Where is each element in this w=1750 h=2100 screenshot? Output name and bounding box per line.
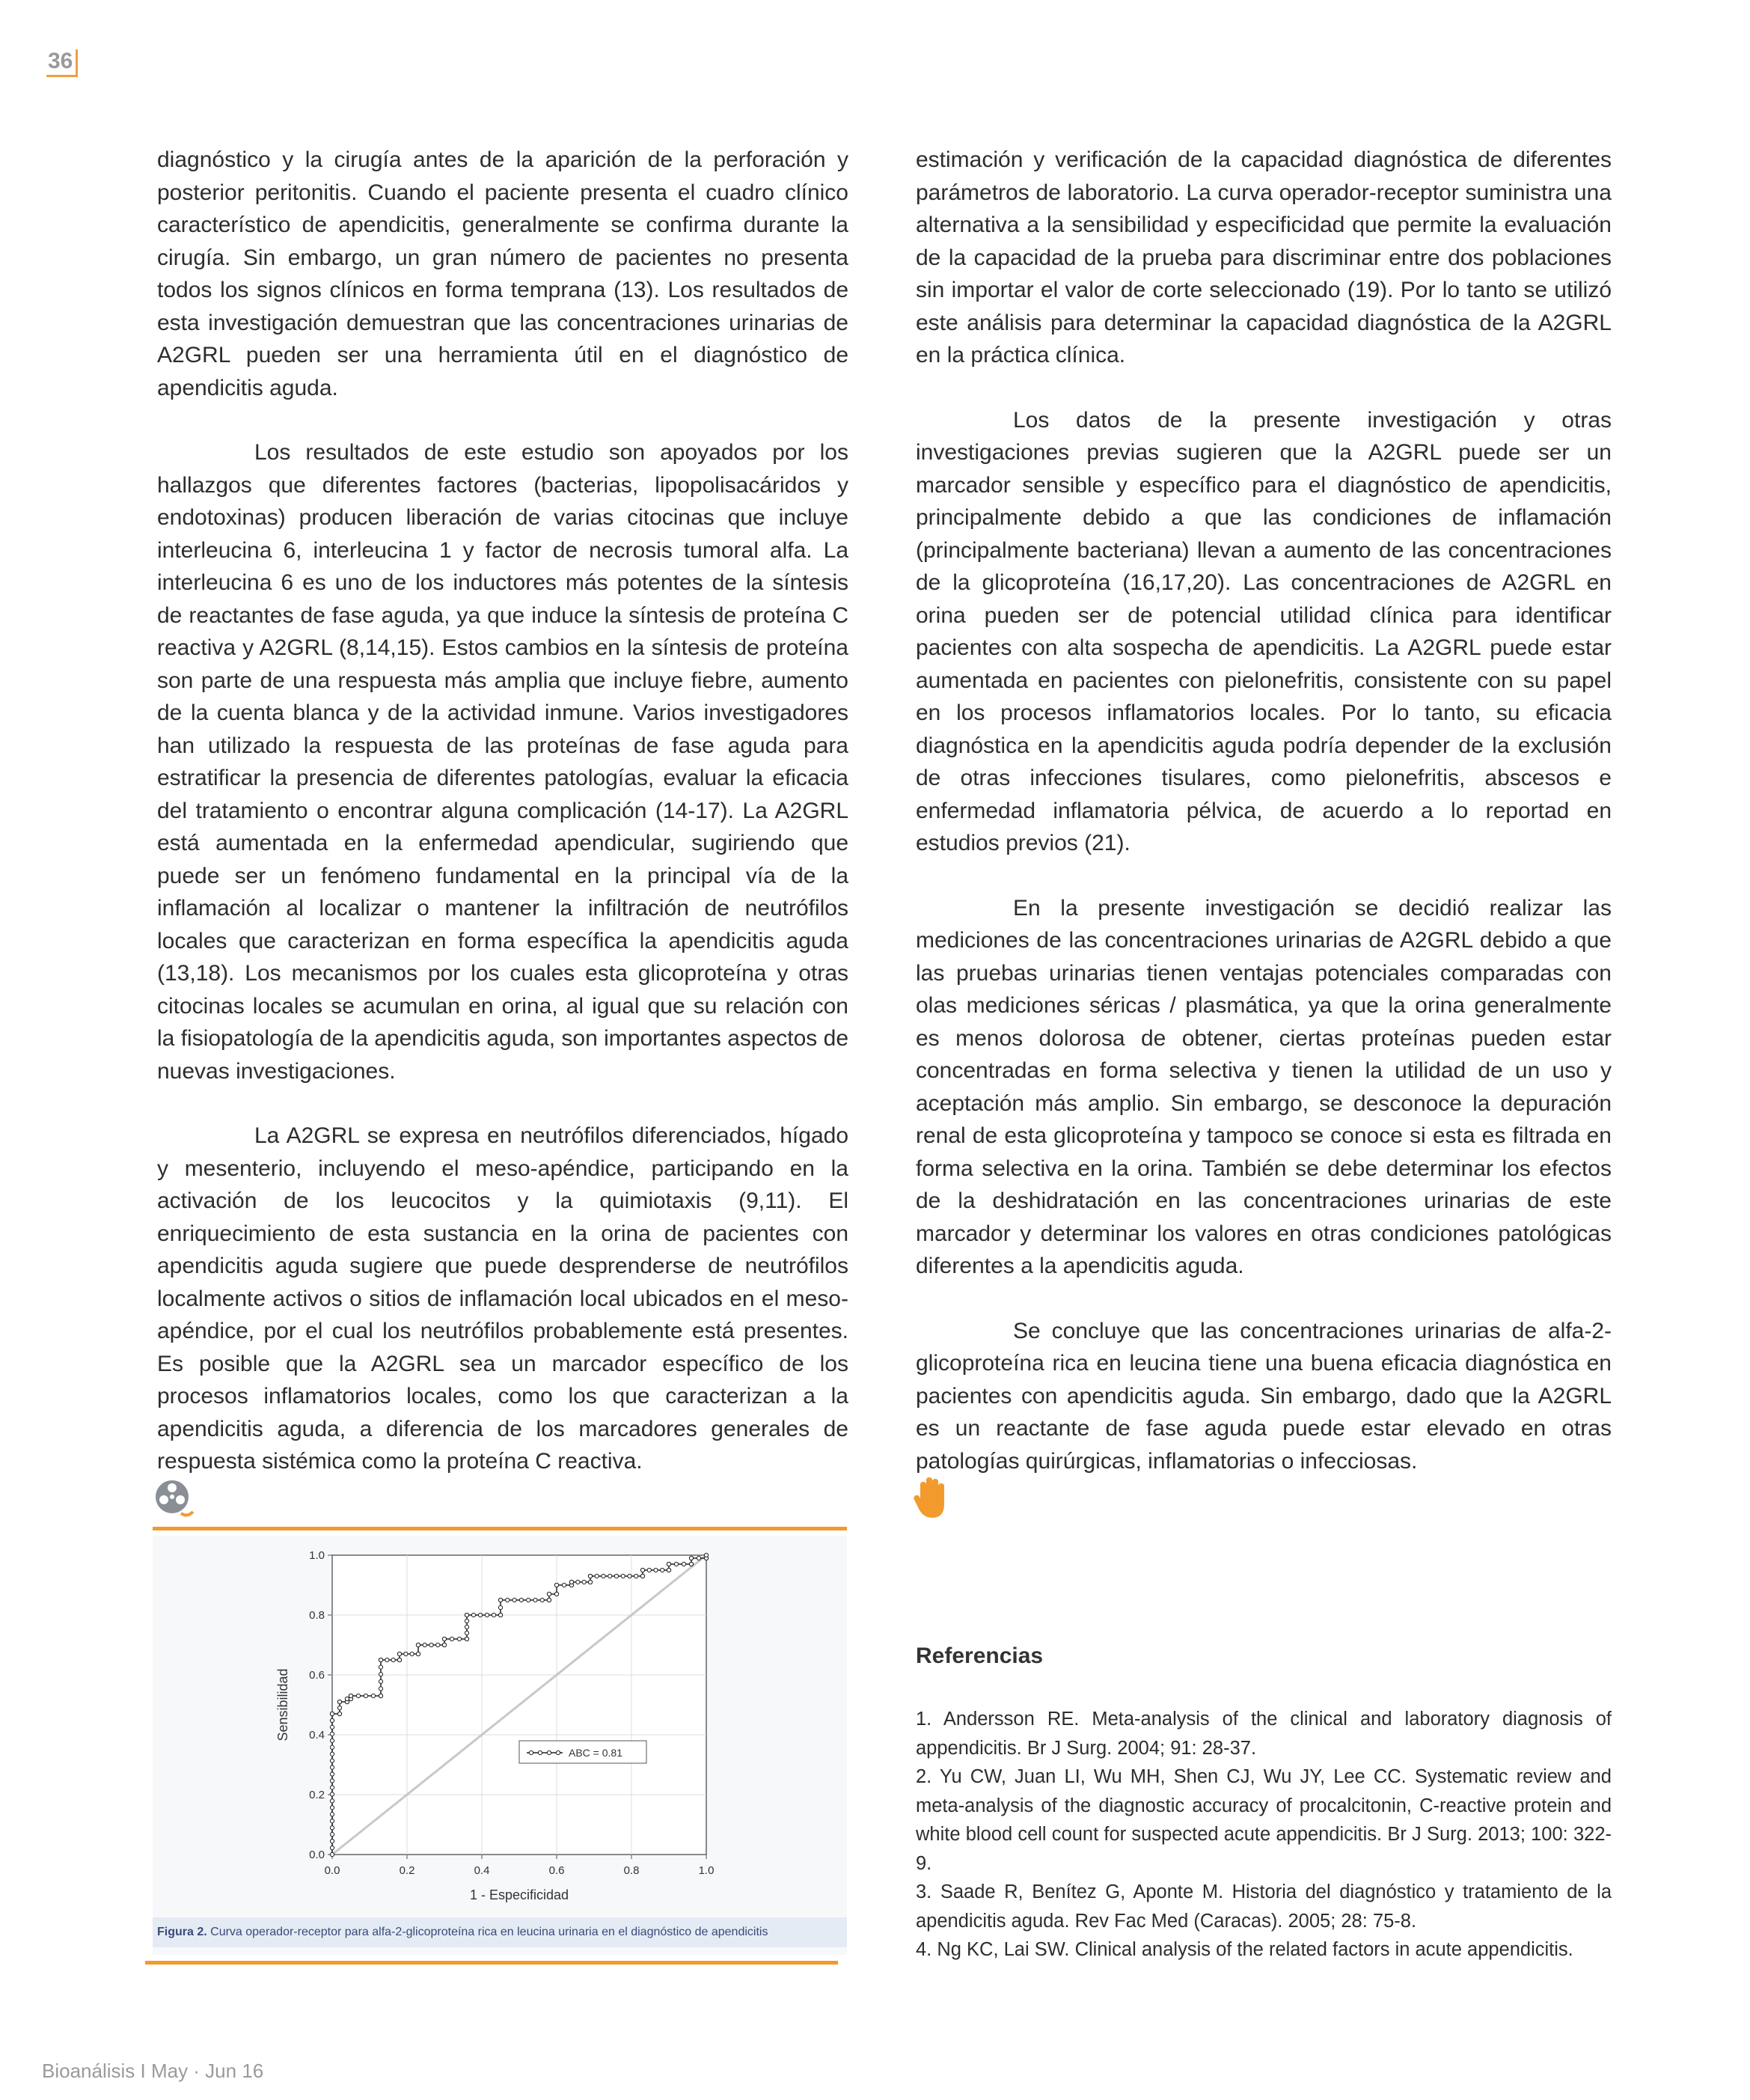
roc-point xyxy=(465,1619,468,1623)
legend-label: ABC = 0.81 xyxy=(569,1747,622,1759)
paragraph: Los resultados de este estudio son apoyados por los hallazgos que diferentes factores (bacterias, lipopolisacáridos y endotoxinas) producen liberación de varias citocinas que incluye interleucina 6, interleucina 1 y factor de necrosis tumoral alfa. La interleucina 6 es uno de los inductores más potentes de la síntesis de reactantes de fase aguda, ya que induce la síntesis de proteína C reactiva y A2GRL (8,14,15). Estos cambios en la síntesis de proteína son parte de una respuesta más amplia que incluye fiebre, aumento de la cuenta blanca y de la actividad inmune. Varios investigadores han utilizado la respuesta de las proteínas de fase aguda para estratificar la presencia de diferentes patologías, evaluar la eficacia del tratamiento o encontrar alguna complicación (14-17). La A2GRL está aumentada en la enfermedad apendicular, sugiriendo que puede ser un fenómeno fundamental en la principal vía de la inflamación al localizar o mantener la infiltración de neutrófilos locales que caracterizan en forma específica la apendicitis aguda (13,18). Los mecanismos por los cuales esta glicoproteína y otras citocinas locales se acumulan en orina, al igual que su relación con la fisiopatología de la apendicitis aguda, son importantes aspectos de nuevas investigaciones. xyxy=(157,440,848,1084)
roc-point xyxy=(379,1679,382,1683)
y-tick-label: 0.0 xyxy=(309,1849,325,1861)
roc-point xyxy=(337,1712,341,1715)
roc-point xyxy=(654,1568,658,1572)
roc-point xyxy=(397,1652,401,1655)
roc-point xyxy=(379,1694,382,1697)
roc-point xyxy=(704,1553,708,1557)
roc-point xyxy=(640,1568,644,1572)
roc-point xyxy=(330,1786,334,1789)
roc-point xyxy=(634,1574,638,1578)
y-tick-label: 0.4 xyxy=(309,1729,325,1742)
roc-point xyxy=(379,1665,382,1669)
y-axis-label: Sensibilidad xyxy=(275,1668,290,1742)
roc-point xyxy=(547,1598,551,1602)
x-tick-label: 0.8 xyxy=(623,1864,640,1877)
roc-point xyxy=(337,1700,341,1703)
roc-point xyxy=(465,1613,468,1617)
right-column xyxy=(916,144,1612,1510)
roc-point xyxy=(465,1637,468,1640)
roc-point xyxy=(602,1574,605,1578)
x-tick-label: 0.0 xyxy=(324,1864,340,1877)
roc-point xyxy=(410,1652,414,1655)
legend-marker xyxy=(556,1750,560,1754)
roc-point xyxy=(478,1613,482,1617)
roc-point xyxy=(330,1745,334,1749)
section-rule xyxy=(145,1961,838,1965)
roc-point xyxy=(385,1658,389,1661)
roc-chart xyxy=(153,1536,847,1917)
roc-point xyxy=(527,1598,530,1602)
paragraph: diagnóstico y la cirugía antes de la aparición de la perforación y posterior peritonitis. Cuando el paciente presenta el cuadro clínico característico de apendicitis, generalmente se confirma durante la cirugía. Sin embargo, un gran número de pacientes no presenta todos los signos clínicos en forma temprana (13). Los resultados de esta investigación demuestran que las concentraciones urinarias de A2GRL pueden ser una herramienta útil en el diagnóstico de apendicitis aguda. xyxy=(157,147,848,400)
reference-item: 1. Andersson RE. Meta-analysis of the clinical and laboratory diagnosis of appendicitis. Br J Surg. 2004; 91: 28-37. xyxy=(916,1709,1612,1759)
references-title: Referencias xyxy=(916,1643,1044,1668)
roc-point xyxy=(330,1813,334,1816)
y-tick-label: 0.6 xyxy=(309,1669,325,1682)
caption-label: Figura 2. xyxy=(157,1926,207,1938)
roc-point xyxy=(330,1765,334,1769)
roc-point xyxy=(682,1562,685,1566)
roc-point xyxy=(442,1637,446,1640)
roc-point xyxy=(588,1574,592,1578)
section-rule xyxy=(153,1527,847,1530)
roc-point xyxy=(569,1580,573,1584)
references xyxy=(916,1643,1612,1965)
roc-point xyxy=(595,1574,599,1578)
roc-point xyxy=(330,1779,334,1783)
roc-point xyxy=(689,1556,693,1560)
references-list xyxy=(916,1705,1612,1965)
roc-point xyxy=(621,1574,625,1578)
roc-point xyxy=(667,1568,670,1572)
page-footer: Bioanálisis I May · Jun 16 xyxy=(42,2060,264,2082)
roc-point xyxy=(330,1772,334,1776)
roc-point xyxy=(608,1574,612,1578)
x-tick-label: 1.0 xyxy=(698,1864,715,1877)
paragraph: En la presente investigación se decidió realizar las mediciones de las concentraciones urinarias de A2GRL debido a que las pruebas urinarias tienen ventajas potenciales comparadas con olas mediciones séricas / plasmática, ya que la orina generalmente es menos dolorosa de obtener, ciertas proteínas pueden estar concentradas en forma selectiva y tienen la utilidad de un uso y aceptación más amplio. Sin embargo, se desconoce la depuración renal de esta glicoproteína y tampoco se conoce si esta es filtrada en forma selectiva en la orina. También se debe determinar los efectos de la deshidratación en las concentraciones urinarias de este marcador y determinar los valores en otras condiciones patológicas diferentes a la apendicitis aguda. xyxy=(916,895,1612,1278)
roc-point xyxy=(628,1574,631,1578)
roc-point xyxy=(533,1598,537,1602)
roc-point xyxy=(554,1592,558,1596)
legend-marker xyxy=(538,1750,542,1754)
roc-point xyxy=(429,1643,433,1646)
x-tick-label: 0.6 xyxy=(548,1864,565,1877)
reference-item: 4. Ng KC, Lai SW. Clinical analysis of the related factors in acute appendicitis. xyxy=(916,1939,1573,1960)
roc-point xyxy=(640,1574,644,1578)
hand-icon xyxy=(911,1476,950,1527)
roc-point xyxy=(364,1694,367,1697)
roc-point xyxy=(330,1792,334,1796)
y-tick-label: 0.2 xyxy=(309,1789,325,1801)
roc-point xyxy=(345,1697,349,1700)
roc-point xyxy=(471,1613,475,1617)
page-number: 36 xyxy=(46,49,78,77)
reference-item: 3. Saade R, Benítez G, Aponte M. Historia del diagnóstico y tratamiento de la apendicitis aguda. Rev Fac Med (Caracas). 2005; 28: 75-8. xyxy=(916,1881,1612,1932)
roc-point xyxy=(436,1643,440,1646)
roc-point xyxy=(330,1806,334,1810)
roc-point xyxy=(450,1637,453,1640)
roc-point xyxy=(689,1562,693,1566)
roc-point xyxy=(330,1819,334,1823)
figure-caption xyxy=(153,1917,847,1947)
roc-point xyxy=(397,1658,401,1661)
legend-marker xyxy=(547,1750,551,1754)
roc-point xyxy=(667,1562,670,1566)
roc-point xyxy=(661,1568,664,1572)
x-tick-label: 0.2 xyxy=(399,1864,415,1877)
paragraph: Los datos de la presente investigación y otras investigaciones previas sugieren que la A2GRL puede ser un marcador sensible y específico para el diagnóstico de apendicitis, principalmente debido a que las condiciones de inflamación (principalmente bacteriana) llevan a aumento de las concentraciones de la glicoproteína (16,17,20). Las concentraciones de A2GRL en orina pueden ser de potencial utilidad clínica para identificar pacientes con alta sospecha de apendicitis. La A2GRL puede estar aumentada en pacientes con pielonefritis, consistente con su papel en los procesos inflamatorios locales. Por lo tanto, su eficacia diagnóstica en la apendicitis aguda podría depender de la exclusión de otras infecciones tisulares, como pielonefritis, abscesos e enfermedad inflamatoria pélvica, de acuerdo a lo reportad en estudios previos (21). xyxy=(916,407,1612,855)
roc-point xyxy=(492,1613,495,1617)
reference-item: 2. Yu CW, Juan LI, Wu MH, Shen CJ, Wu JY, Lee CC. Systematic review and meta-analysis of the diagnostic accuracy of procalcitonin, C-reactive protein and white blood cell count for suspected acute appendicitis. Br J Surg. 2013; 100: 322-9. xyxy=(916,1766,1612,1874)
paragraph: La A2GRL se expresa en neutrófilos diferenciados, hígado y mesenterio, incluyendo el meso-apéndice, participando en la activación de los leucocitos y la quimiotaxis (9,11). El enriquecimiento de esta sustancia en la orina de pacientes con apendicitis aguda sugiere que puede desprenderse de neutrófilos localmente activos o sitios de inflamación local ubicados en el meso-apéndice, por el cual los neutrófilos probablemente está presentes. Es posible que la A2GRL sea un marcador específico de los procesos inflamatorios locales, como los que caracterizan a la apendicitis aguda, a diferencia de los marcadores generales de respuesta sistémica como la proteína C reactiva. xyxy=(157,1123,848,1474)
roc-figure xyxy=(153,1536,847,1955)
roc-point xyxy=(614,1574,618,1578)
roc-point xyxy=(330,1732,334,1736)
roc-point xyxy=(576,1580,580,1584)
roc-point xyxy=(379,1673,382,1676)
x-axis-label: 1 - Especificidad xyxy=(469,1887,569,1902)
roc-point xyxy=(330,1826,334,1830)
roc-point xyxy=(379,1687,382,1691)
roc-point xyxy=(330,1852,334,1856)
roc-point xyxy=(337,1706,341,1709)
roc-point xyxy=(371,1694,375,1697)
roc-point xyxy=(547,1592,551,1596)
roc-point xyxy=(485,1613,489,1617)
roc-point xyxy=(647,1568,651,1572)
x-tick-label: 0.4 xyxy=(474,1864,490,1877)
roc-point xyxy=(330,1759,334,1762)
roc-point xyxy=(465,1631,468,1634)
roc-point xyxy=(457,1637,461,1640)
roc-point xyxy=(379,1658,382,1661)
roc-point xyxy=(697,1556,700,1560)
roc-point xyxy=(330,1846,334,1849)
roc-point xyxy=(330,1718,334,1722)
roc-point xyxy=(330,1725,334,1729)
roc-point xyxy=(540,1598,544,1602)
roc-point xyxy=(582,1580,586,1584)
paragraph: estimación y verificación de la capacidad diagnóstica de diferentes parámetros de laboratorio. La curva operador-receptor suministra una alternativa a la sensibilidad y especificidad que permite la evaluación de la capacidad de la prueba para discriminar entre dos poblaciones sin importar el valor de corte seleccionado (19). Por lo tanto se utilizó este análisis para determinar la capacidad diagnóstica de la A2GRL en la práctica clínica. xyxy=(916,147,1612,367)
roc-point xyxy=(513,1598,516,1602)
roc-point xyxy=(416,1643,420,1646)
roc-point xyxy=(330,1839,334,1843)
roc-point xyxy=(506,1598,510,1602)
film-reel-icon xyxy=(151,1476,199,1524)
roc-point xyxy=(588,1580,592,1584)
roc-point xyxy=(498,1613,502,1617)
roc-point xyxy=(674,1562,678,1566)
roc-point xyxy=(416,1652,420,1655)
paragraph: Se concluye que las concentraciones urinarias de alfa-2-glicoproteína rica en leucina tiene una buena eficacia diagnóstica en pacientes con apendicitis aguda. Sin embargo, dado que la A2GRL es un reactante de fase aguda puede estar elevado en otras patologías quirúrgicas, inflamatorias o infecciosas. xyxy=(916,1318,1612,1474)
roc-point xyxy=(330,1799,334,1803)
y-tick-label: 1.0 xyxy=(309,1549,325,1562)
roc-point xyxy=(330,1712,334,1715)
roc-point xyxy=(498,1598,502,1602)
legend-marker xyxy=(529,1750,533,1754)
roc-point xyxy=(330,1833,334,1837)
roc-point xyxy=(404,1652,408,1655)
roc-point xyxy=(330,1752,334,1756)
roc-point xyxy=(562,1583,566,1587)
roc-point xyxy=(519,1598,523,1602)
roc-point xyxy=(423,1643,426,1646)
roc-point xyxy=(442,1643,446,1646)
roc-point xyxy=(498,1605,502,1609)
roc-point xyxy=(356,1694,360,1697)
left-column xyxy=(157,144,848,1510)
roc-point xyxy=(330,1739,334,1742)
roc-point xyxy=(349,1694,352,1697)
roc-point xyxy=(465,1625,468,1629)
y-tick-label: 0.8 xyxy=(309,1609,325,1622)
roc-point xyxy=(554,1583,558,1587)
roc-point xyxy=(391,1658,395,1661)
caption-text: Curva operador-receptor para alfa-2-glicoproteína rica en leucina urinaria en el diagnóstico de apendicitis xyxy=(206,1926,768,1938)
